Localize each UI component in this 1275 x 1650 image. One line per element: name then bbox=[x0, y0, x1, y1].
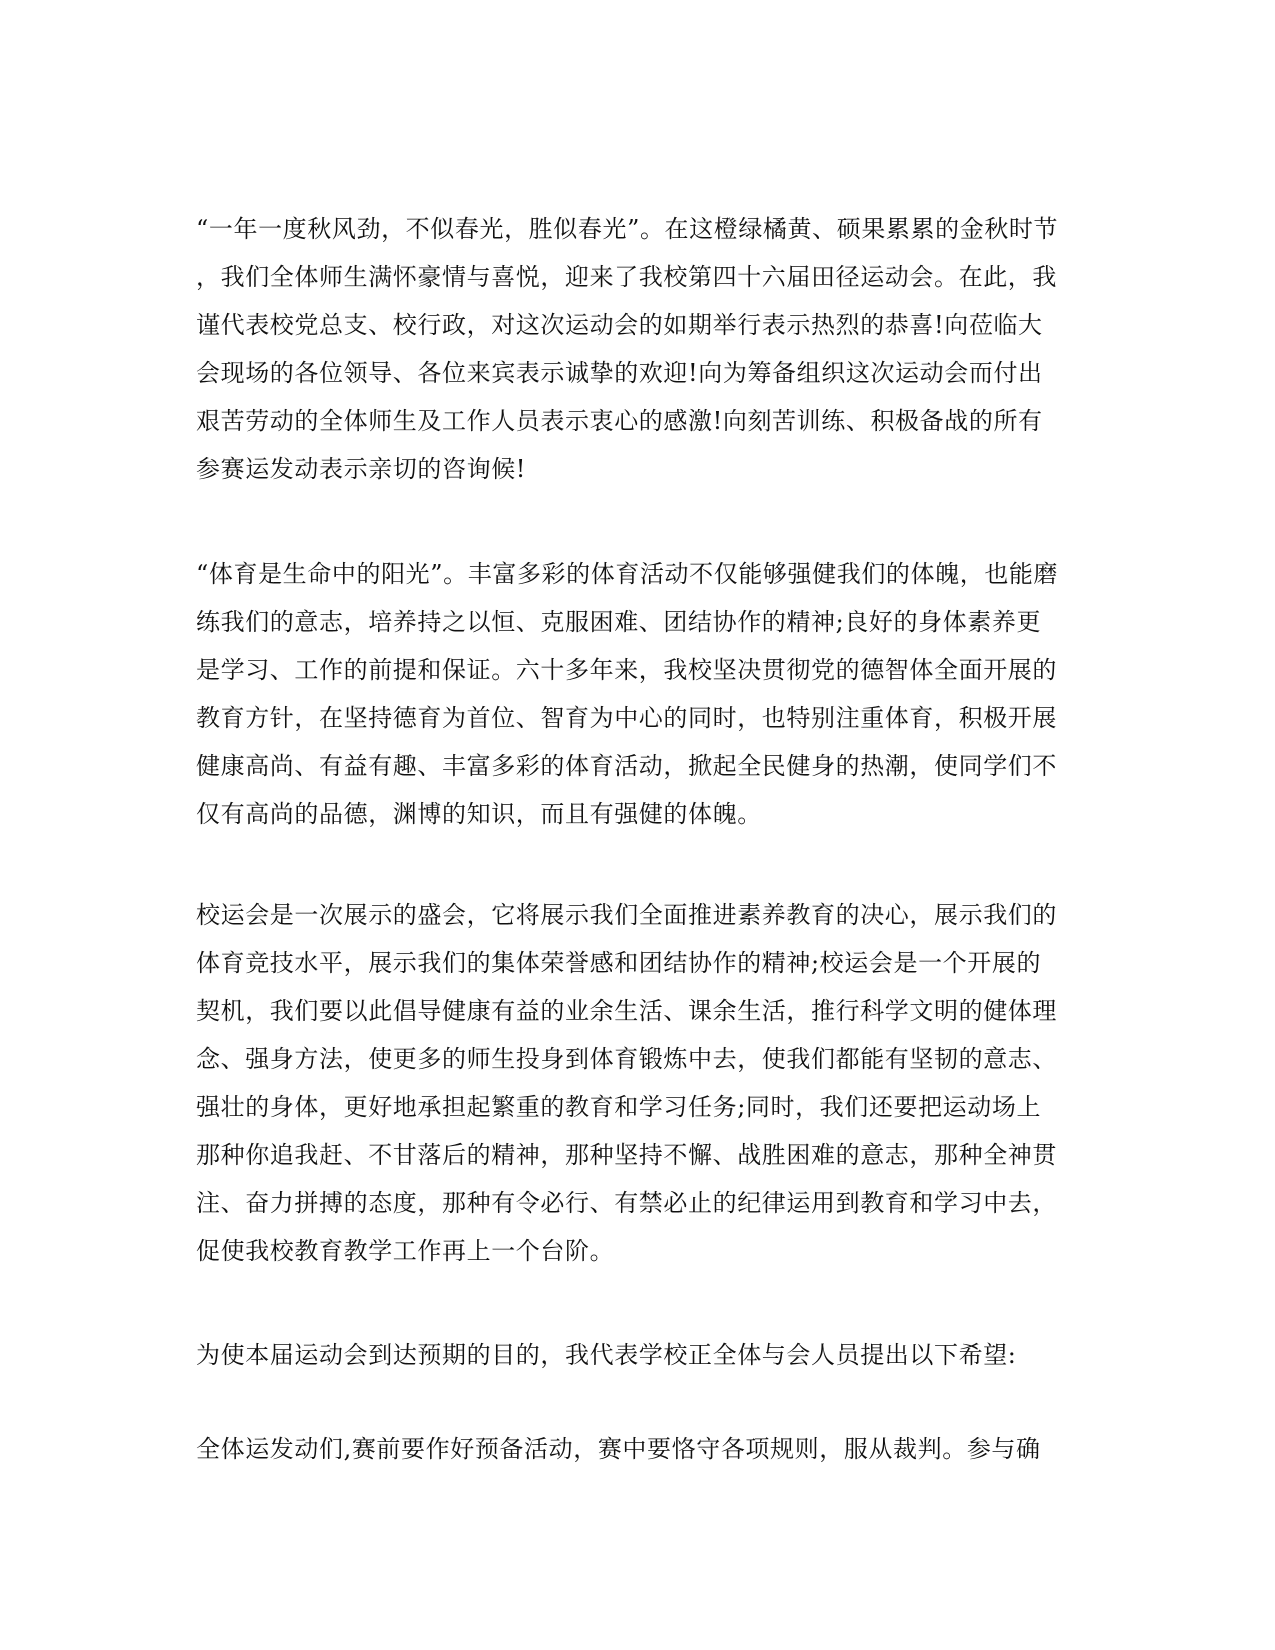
paragraph-sports-sunshine: “体育是生命中的阳光”。丰富多彩的体育活动不仅能够强健我们的体魄，也能磨 练我们的意志，培养持之以恒、克服困难、团结协作的精神;良好的身体素养更 是学习、工作的前提和保证。六十多年来，我校坚决贯彻党的德智体全面开展的 教育方针，在坚持德育为首位、智育为中心的同时，也特别注重体育，积极开展 健康高尚、有益有趣、丰富多彩的体育活动，掀起全民健身的热潮，使同学们不 仅有高尚的品德，渊博的知识，而且有强健的体魄。 bbox=[196, 560, 1059, 828]
paragraph-hopes-intro: 为使本届运动会到达预期的目的，我代表学校正全体与会人员提出以下希望: bbox=[196, 1341, 1017, 1369]
paragraph-sports-meet: 校运会是一次展示的盛会，它将展示我们全面推进素养教育的决心，展示我们的 体育竞技水平，展示我们的集体荣誉感和团结协作的精神;校运会是一个开展的 契机，我们要以此倡导健康有益的业余生活、课余生活，推行科学文明的健体理 念、强身方法，使更多的师生投身到体育锻炼中去，使我们都能有坚韧的意志、 强壮的身体，更好地承担起繁重的教育和学习任务;同时，我们还要把运动场上 那种你追我赶、不甘落后的精神，那种坚持不懈、战胜困难的意志，那种全神贯 注、奋力拼搏的态度，那种有令必行、有禁必止的纪律运用到教育和学习中去， 促使我校教育教学工作再上一个台阶。 bbox=[196, 901, 1057, 1265]
paragraph-athletes: 全体运发动们,赛前要作好预备活动，赛中要恪守各项规则，服从裁判。参与确 bbox=[196, 1435, 1041, 1463]
paragraph-opening: “一年一度秋风劲，不似春光，胜似春光”。在这橙绿橘黄、硕果累累的金秋时节 ，我们全体师生满怀豪情与喜悦，迎来了我校第四十六届田径运动会。在此，我 谨代表校党总支、校行政，对这次运动会的如期举行表示热烈的恭喜!向莅临大 会现场的各位领导、各位来宾表示诚挚的欢迎!向为筹备组织这次运动会而付出 艰苦劳动的全体师生及工作人员表示衷心的感激!向刻苦训练、积极备战的所有 参赛运发动表示亲切的咨询候! bbox=[196, 215, 1059, 483]
